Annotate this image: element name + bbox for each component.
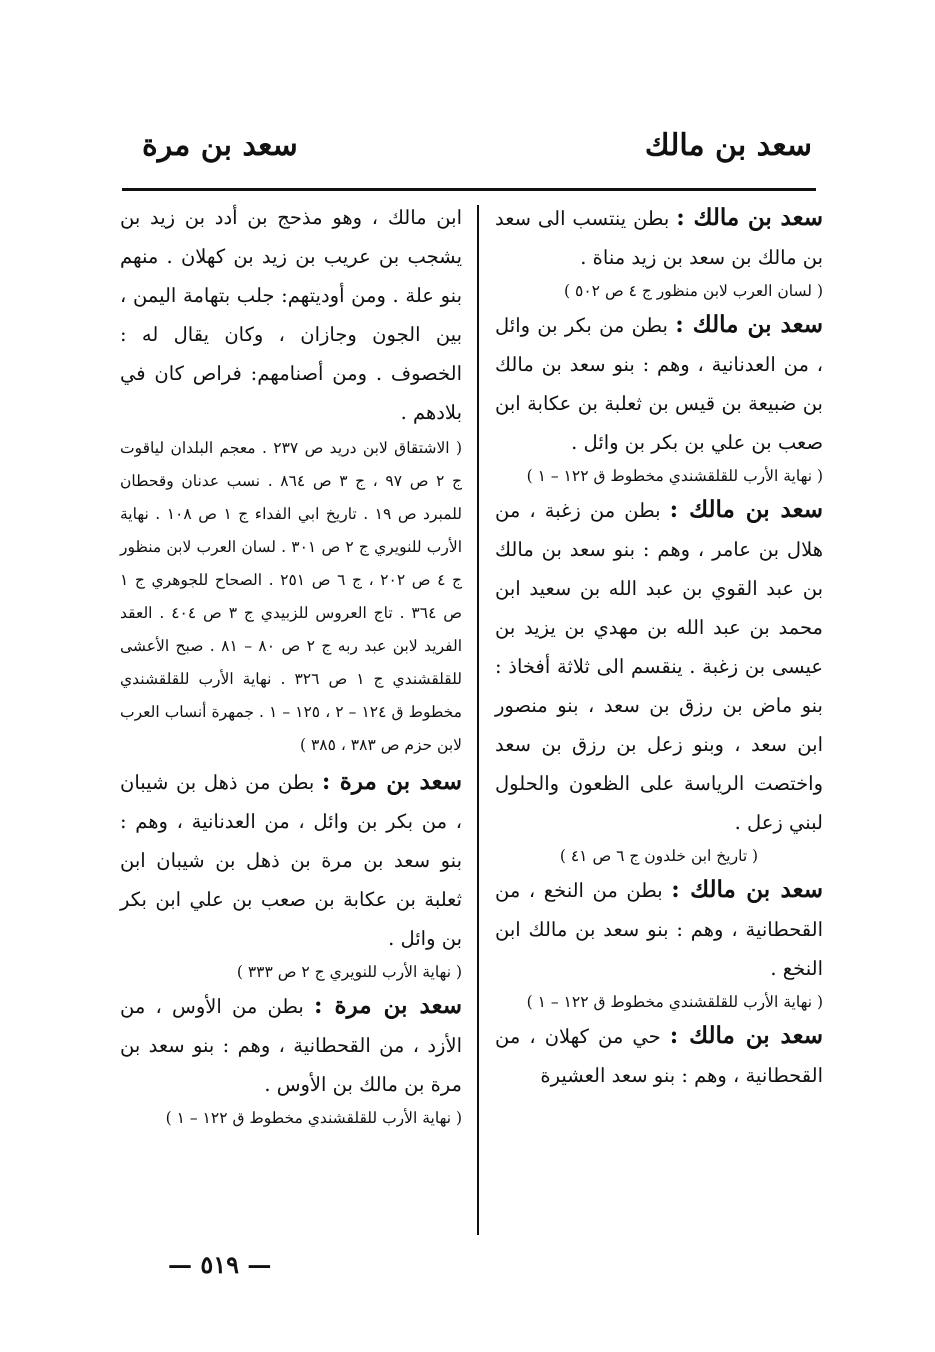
header-rule [122, 188, 816, 191]
entry-headword: سعد بن مرة : [321, 768, 462, 795]
entry-body [495, 490, 823, 842]
entry-source: ( لسان العرب لابن منظور ج ٤ ص ٥٠٢ ) [564, 282, 823, 300]
entry-text: بطن من زغبة ، من هلال بن عامر ، وهم : بنو سعد بن مالك بن عبد القوي بن عبد الله بن سعيد ابن محمد بن عبد الله بن مهدي بن يزيد بن عيسى بن زغبة . ينقسم الى ثلاثة أفخاذ : بنو ماض بن رزق بن سعد ، بنو منصور ابن سعد ، وبنو زعل بن رزق بن سعد واختصت الرياسة على الظعون والحلول لبني زعل . [495, 499, 823, 834]
entry [120, 762, 462, 986]
entry-source: ( تاريخ ابن خلدون ج ٦ ص ٤١ ) [559, 847, 759, 865]
entry-headword: سعد بن مرة : [314, 992, 462, 1019]
entry-text: ابن مالك ، وهو مذحج بن أدد بن زيد بن يشجب بن عريب بن زيد بن كهلان . منهم بنو علة . ومن أوديتهم: جلب بتهامة اليمن ، بين الجون وجازان ، وكان يقال له : الخصوف . ومن أصنامهم: فراص كان في بلادهم . [120, 206, 462, 424]
entry-body [120, 986, 462, 1104]
entry-headword: سعد بن مالك : [675, 311, 823, 338]
entry-body [120, 198, 462, 432]
left-column [120, 198, 462, 1132]
entry [495, 870, 823, 1016]
entry-continued [120, 198, 462, 762]
entry-text: بطن من ذهل بن شيبان ، من بكر بن وائل ، من العدنانية ، وهم : بنو سعد بن مرة بن ذهل بن شيبان ابن ثعلبة بن عكابة بن صعب بن علي ابن بكر بن وائل . [120, 771, 462, 950]
entry-text: بطن من النخع ، من القحطانية ، وهم : بنو سعد بن مالك ابن النخع . [495, 879, 823, 980]
entry-headword: سعد بن مالك : [669, 1022, 823, 1049]
entry-body [495, 1016, 823, 1095]
entry [120, 986, 462, 1132]
entry-body [120, 762, 462, 958]
entry-source: ( نهاية الأرب للنويري ج ٢ ص ٣٣٣ ) [236, 963, 462, 981]
entry-body [495, 305, 823, 462]
entry-text: حي من كهلان ، من القحطانية ، وهم : بنو سعد العشيرة [495, 1025, 823, 1087]
entry-headword: سعد بن مالك : [669, 496, 823, 523]
entry-source: ( نهاية الأرب للقلقشندي مخطوط ق ١٢٢ – ١ ) [165, 1109, 462, 1127]
entry-source: ( الاشتقاق لابن دريد ص ٢٣٧ . معجم البلدان لياقوت ج ٢ ص ٩٧ ، ج ٣ ص ٨٦٤ . نسب عدنان وقحطان للمبرد ص ١٩ . تاريخ ابي الفداء ج ١ ص ١٠٨ . نهاية الأرب للنويري ج ٢ ص ٣٠١ . لسان العرب لابن منظور ج ٤ ص ٢٠٢ ، ج ٦ ص ٢٥١ . الصحاح للجوهري ج ١ ص ٣٦٤ . تاج العروس للزبيدي ج ٣ ص ٤٠٤ . العقد الفريد لابن عبد ربه ج ٢ ص ٨٠ – ٨١ . صبح الأعشى للقلقشندي ج ١ ص ٣٢٦ . نهاية الأرب للقلقشندي مخطوط ق ١٢٤ – ٢ ، ١٢٥ – ١ . جمهرة أنساب العرب لابن حزم ص ٣٨٣ ، ٣٨٥ ) [120, 439, 463, 754]
entry-source: ( نهاية الأرب للقلقشندي مخطوط ق ١٢٢ – ١ ) [526, 467, 823, 485]
entry [495, 490, 823, 870]
entry-headword: سعد بن مالك : [671, 876, 823, 903]
page-number: — ٥١٩ — [168, 1250, 272, 1279]
entry-source: ( نهاية الأرب للقلقشندي مخطوط ق ١٢٢ – ١ ) [526, 993, 823, 1011]
entry-body [495, 198, 823, 277]
entry-text: بطن من بكر بن وائل ، من العدنانية ، وهم : بنو سعد بن مالك بن ضبيعة بن قيس بن ثعلبة بن عكابة ابن صعب بن علي بن بكر بن وائل . [495, 314, 823, 454]
entry [495, 1016, 823, 1095]
running-head-left: سعد بن مرة [142, 128, 298, 163]
column-divider [477, 205, 479, 1235]
running-head-right: سعد بن مالك [644, 128, 812, 163]
entry-text: بطن من الأوس ، من الأزد ، من القحطانية ، وهم : بنو سعد بن مرة بن مالك بن الأوس . [120, 995, 462, 1096]
entry-body [495, 870, 823, 988]
entry [495, 198, 823, 305]
right-column [495, 198, 823, 1095]
entry-headword: سعد بن مالك : [676, 204, 823, 231]
entry [495, 305, 823, 490]
entry-text: بطن ينتسب الى سعد بن مالك بن سعد بن زيد مناة . [495, 207, 823, 269]
